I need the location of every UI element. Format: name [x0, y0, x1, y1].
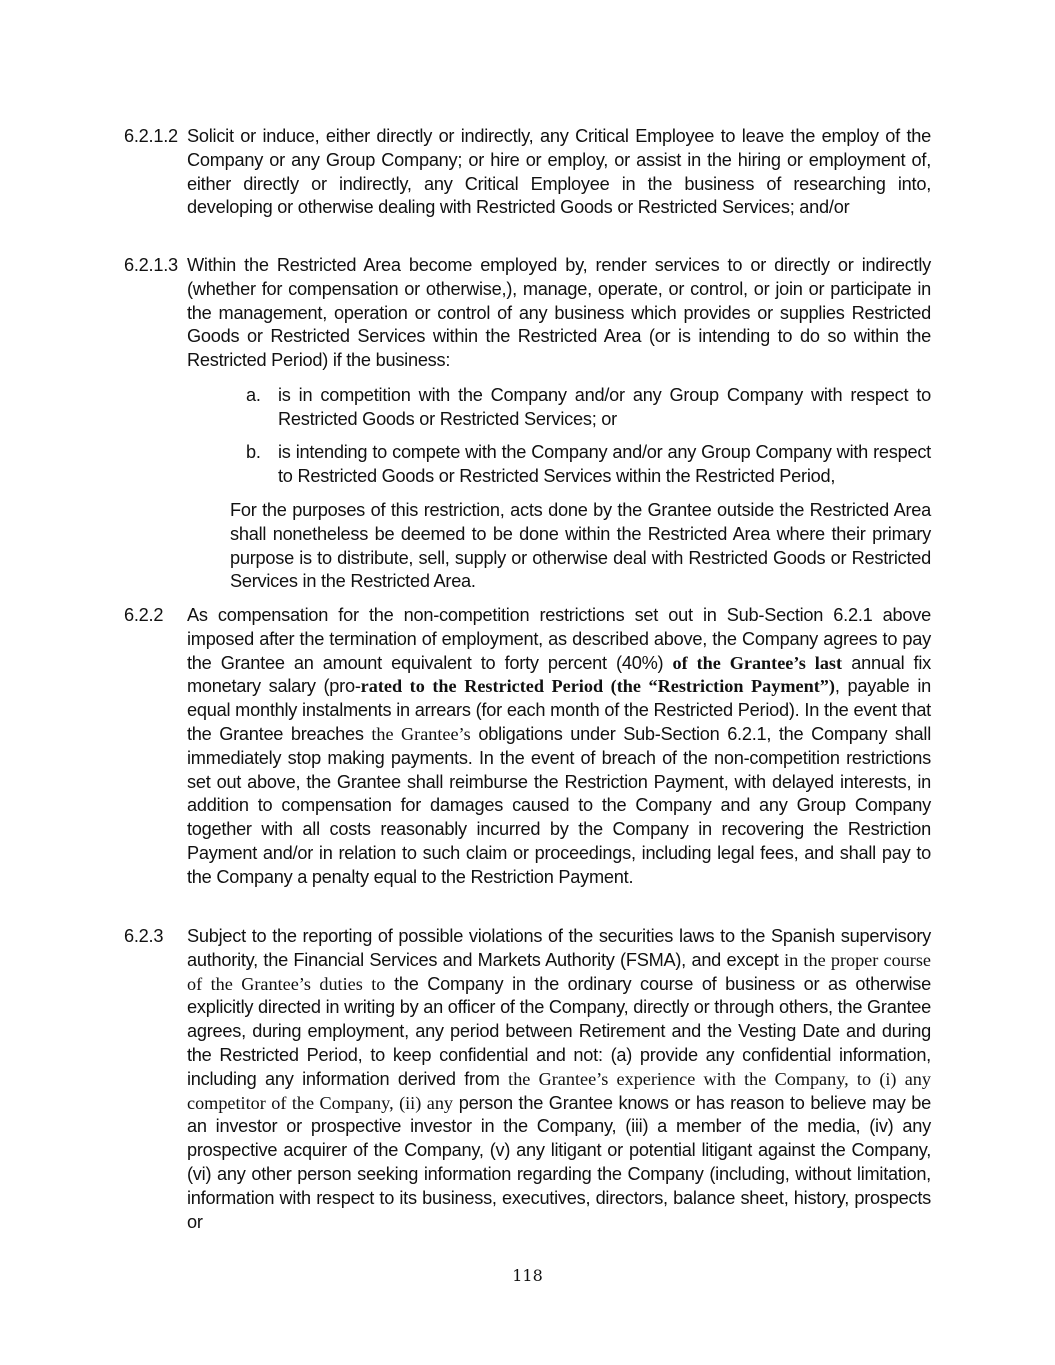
section-6-2-1-2-text: Solicit or induce, either directly or indirectly, any Critical Employee to leave the employ of the Company or any Group Company; or hire or employ, or assist in the hiring or employment of, either directly or indirectly, any Critical Employee in the business of researching into, developing or otherwise dealing with Restricted Goods or Restricted Services; and/or: [187, 126, 931, 218]
section-6-2-2-part1: As compensation for the non-competition restrictions set out in Sub-Section 6.2.1 above imposed after the termination of employment, as described above, the Company agrees to pay the Grantee an amount equivalent to forty percent (40%): [187, 605, 931, 673]
page-number: 118: [512, 1266, 543, 1285]
section-6-2-2-part2: of the Grantee’s last: [672, 652, 843, 673]
section-6-2-2-part7: obligations under Sub-Section 6.2.1, the Company shall immediately stop making payments. In the event of breach of the non-competition restrictions set out above, the Grantee shall reimburse the Restriction Payment, with delayed interests, in addition to compensation for damages caused to the Company and any Group Company together with all costs reasonably incurred by the Company in recovering the Restriction Payment and/or in relation to such claim or proceedings, including legal fees, and shall pay to the Company a penalty equal to the Restriction Payment.: [187, 723, 932, 887]
section-6-2-3-part1: Subject to the reporting of possible violations of the securities laws to the Spanish supervisory authority, the Financial Services and Markets Authority (FSMA), and except: [187, 926, 931, 970]
list-marker-a: a.: [246, 385, 261, 405]
section-6-2-1-3-closing: For the purposes of this restriction, acts done by the Grantee outside the Restricted Area shall nonetheless be deemed to be done within the Restricted Area where their primary purpose is to distribute, sell, supply or otherwise deal with Restricted Goods or Restricted Services in the Restricted Area.: [230, 500, 931, 592]
section-number-6-2-2: 6.2.2: [124, 605, 164, 625]
section-6-2-3-part3: the Company in the ordinary course of business or as otherwise explicitly directed in writing by an officer of the Company, directly or through others, the Grantee agrees, during employment, any period between Retirement and the Vesting Date and during the Restricted Period, to keep confidential and not: (a) provide any confidential information, including any information derived from: [187, 973, 931, 1089]
list-item-a-text: is in competition with the Company and/or any Group Company with respect to Restricted Goods or Restricted Services; or: [278, 385, 931, 429]
section-6-2-2-part5: , payable in equal monthly instalments in arrears (for each month of the Restricted Period). In the event that the Grantee breaches: [187, 676, 931, 744]
section-6-2-2-part4: rated to the Restricted Period (the “Restriction Payment”): [360, 676, 835, 697]
section-6-2-3-text: [187, 925, 931, 1234]
section-number-6-2-1-2: 6.2.1.2: [124, 126, 178, 146]
section-6-2-3-part4: the Grantee’s experience with the Company, to (i) any competitor of the Company, (ii) any: [187, 1068, 931, 1113]
section-number-6-2-3: 6.2.3: [124, 926, 164, 946]
section-6-2-1-3-text: Within the Restricted Area become employed by, render services to or directly or indirectly (whether for compensation or otherwise,), manage, operate, or control, or join or participate in the management, operation or control of any business which provides or supplies Restricted Goods or Restricted Services within the Restricted Area (or is intending to do so within the Restricted Period) if the business:: [187, 255, 931, 371]
section-number-6-2-1-3: 6.2.1.3: [124, 255, 178, 275]
section-6-2-3-part5: person the Grantee knows or has reason to believe may be an investor or prospective investor in the Company, (iii) a member of the media, (iv) any prospective acquirer of the Company, (v) any litigant or potential litigant against the Company, (vi) any other person seeking information regarding the Company (including, without limitation, information with respect to its business, executives, directors, balance sheet, history, prospects or: [187, 1092, 931, 1232]
section-6-2-2-part6: the Grantee’s: [371, 723, 471, 744]
list-marker-b: b.: [246, 442, 261, 462]
list-item-b-text: is intending to compete with the Company and/or any Group Company with respect to Restricted Goods or Restricted Services within the Restricted Period,: [278, 442, 931, 486]
section-6-2-2-text: [187, 604, 931, 890]
section-6-2-3-part2: in the proper course of the Grantee’s duties to: [187, 949, 931, 994]
section-6-2-2-part3: annual fix monetary salary (pro-: [187, 652, 931, 697]
